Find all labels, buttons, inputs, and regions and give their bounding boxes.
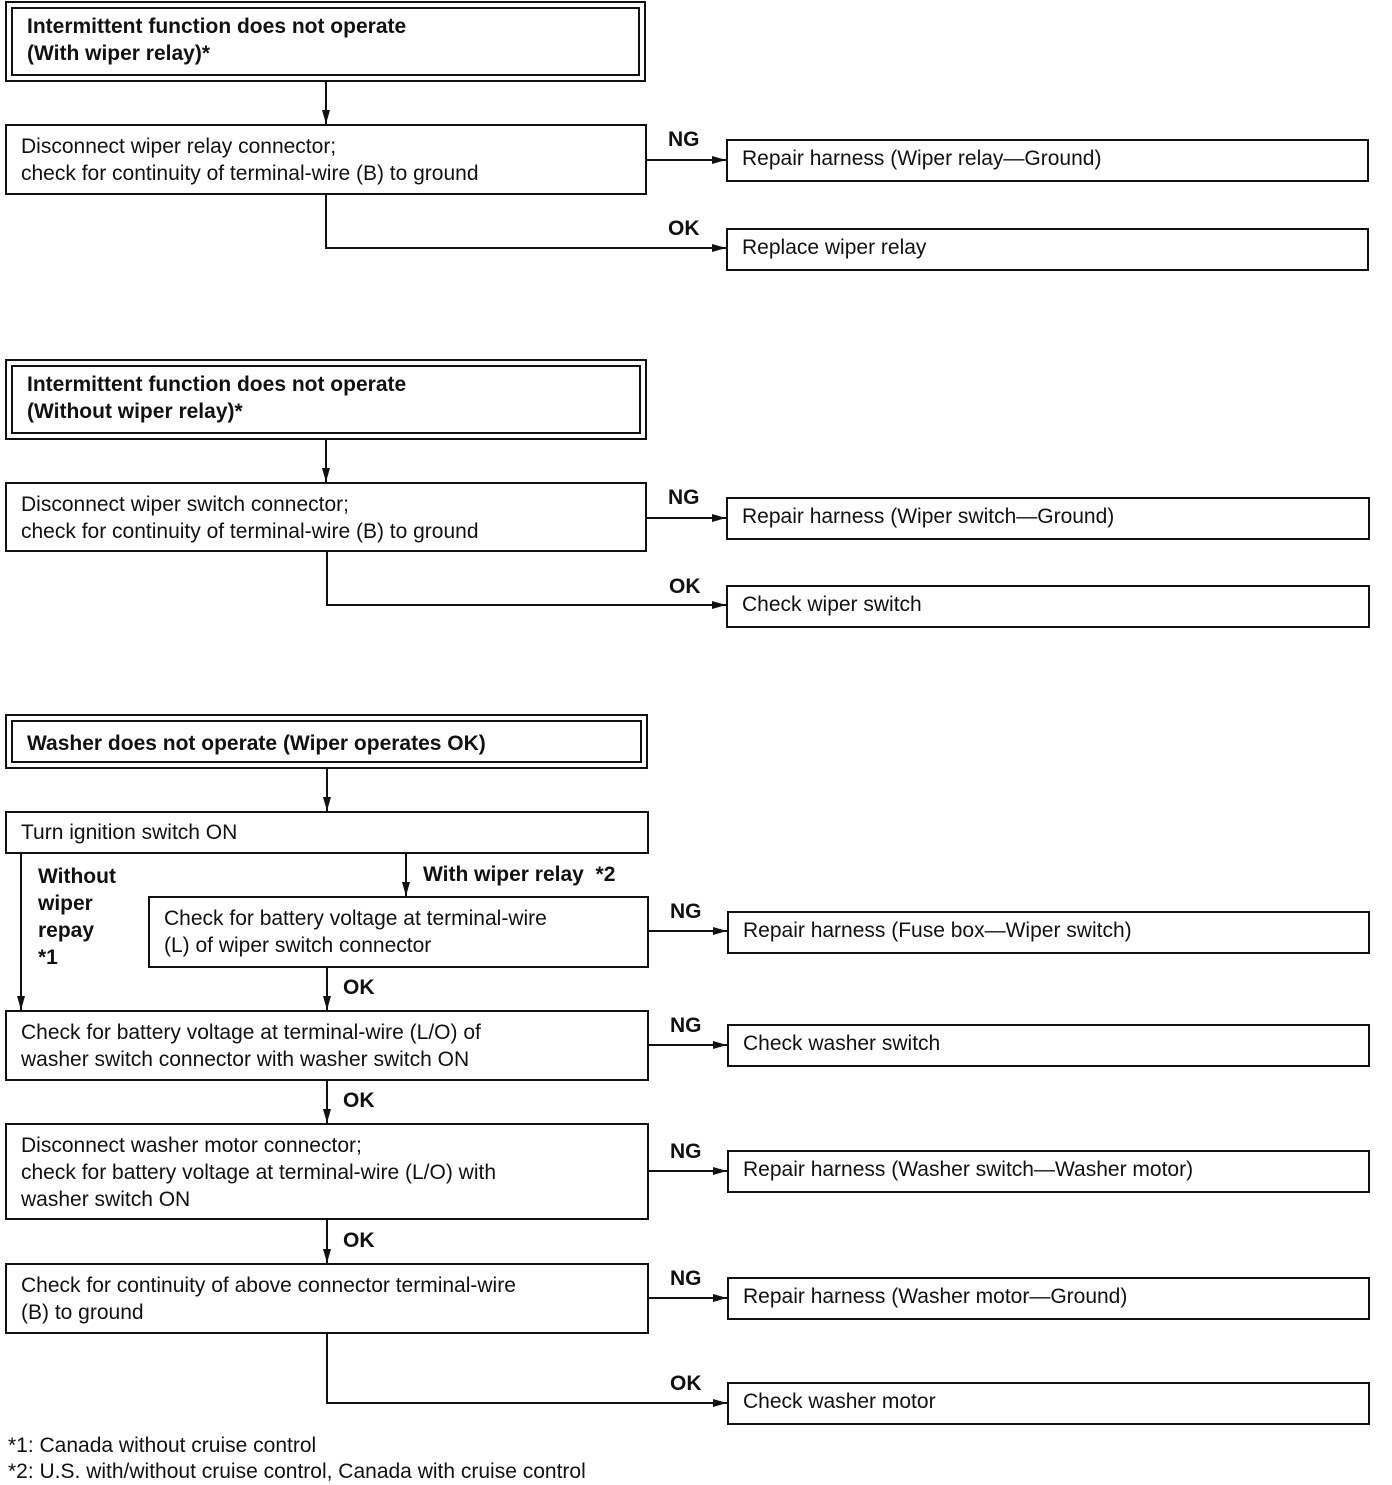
flow1-ok-label: OK [668, 217, 700, 240]
flow2-step1-box [5, 482, 647, 552]
flow3-step2-line2: (L) of wiper switch connector [164, 934, 432, 957]
step4-ng-label: NG [670, 1140, 702, 1163]
flow1-ok-arrow [326, 194, 726, 248]
flow3-step3-line1: Check for battery voltage at terminal-wire (L/O) of [21, 1021, 481, 1044]
flow2-ng-label: NG [668, 486, 700, 509]
flow1-step1-line1: Disconnect wiper relay connector; [21, 135, 337, 158]
flow3-step1-box [5, 811, 649, 854]
footnote-2: *2: U.S. with/without cruise control, Canada with cruise control [8, 1460, 586, 1483]
flow3-step1-text: Turn ignition switch ON [21, 821, 238, 844]
flow3-step3-line2: washer switch connector with washer switch ON [21, 1048, 470, 1071]
footnote-1: *1: Canada without cruise control [8, 1434, 317, 1457]
without-relay-line1: Without [38, 865, 116, 888]
flow2-title-box [5, 359, 647, 440]
step4-ok-label: OK [343, 1229, 375, 1252]
flow3-step4-box [5, 1123, 649, 1220]
flow2-ok-result: Check wiper switch [726, 585, 1370, 628]
flow1-ng-result: Repair harness (Wiper relay—Ground) [726, 139, 1369, 182]
step3-ok-label: OK [343, 1089, 375, 1112]
flow3-step3-box [5, 1010, 649, 1081]
without-relay-line4: *1 [38, 946, 58, 969]
without-relay-line3: repay [38, 919, 95, 942]
flow3-step4-line3: washer switch ON [21, 1188, 191, 1211]
flow3-title-text: Washer does not operate (Wiper operates OK) [27, 732, 486, 755]
flow1-title-box [5, 1, 646, 82]
flow3-title [11, 720, 642, 763]
without-relay-label [38, 863, 116, 971]
flow2-ok-label: OK [669, 575, 701, 598]
step5-ok-arrow [327, 1334, 727, 1403]
step4-ng-result: Repair harness (Washer switch—Washer motor) [727, 1150, 1370, 1193]
step5-ok-result: Check washer motor [727, 1382, 1370, 1425]
flow1-step1-box [5, 124, 647, 195]
with-relay-label: With wiper relay *2 [423, 863, 616, 886]
flow1-title-line1: Intermittent function does not operate [27, 15, 407, 38]
flow3-step5-line1: Check for continuity of above connector terminal-wire [21, 1274, 516, 1297]
step3-ng-label: NG [670, 1014, 702, 1037]
step5-ng-result: Repair harness (Washer motor—Ground) [727, 1277, 1370, 1320]
step2-ng-label: NG [670, 900, 702, 923]
flow1-title [11, 7, 640, 76]
flow3-step4-line2: check for battery voltage at terminal-wire (L/O) with [21, 1161, 497, 1184]
flow2-title-line1: Intermittent function does not operate [27, 373, 407, 396]
flow2-ng-result: Repair harness (Wiper switch—Ground) [726, 497, 1370, 540]
step2-ng-result: Repair harness (Fuse box—Wiper switch) [727, 911, 1370, 954]
flow2-step1-line1: Disconnect wiper switch connector; [21, 493, 349, 516]
flow3-step5-line2: (B) to ground [21, 1301, 144, 1324]
step3-ng-result: Check washer switch [727, 1024, 1370, 1067]
flow2-title-line2: (Without wiper relay)* [27, 400, 243, 423]
flow3-title-box [5, 714, 648, 769]
flow1-ng-label: NG [668, 128, 700, 151]
flow3-step4-line1: Disconnect washer motor connector; [21, 1134, 362, 1157]
flow3-step2-box [148, 896, 649, 968]
without-relay-line2: wiper [38, 892, 93, 915]
flow2-ok-arrow [327, 552, 726, 605]
flow2-step1-line2: check for continuity of terminal-wire (B) to ground [21, 520, 479, 543]
flow1-step1-line2: check for continuity of terminal-wire (B) to ground [21, 162, 479, 185]
flow3-step2-line1: Check for battery voltage at terminal-wire [164, 907, 547, 930]
flow1-title-line2: (With wiper relay)* [27, 42, 211, 65]
step5-ok-label: OK [670, 1372, 702, 1395]
flow3-step5-box [5, 1263, 649, 1334]
step5-ng-label: NG [670, 1267, 702, 1290]
flow2-title [11, 365, 641, 434]
flow1-ok-result: Replace wiper relay [726, 228, 1369, 271]
step2-ok-label: OK [343, 976, 375, 999]
